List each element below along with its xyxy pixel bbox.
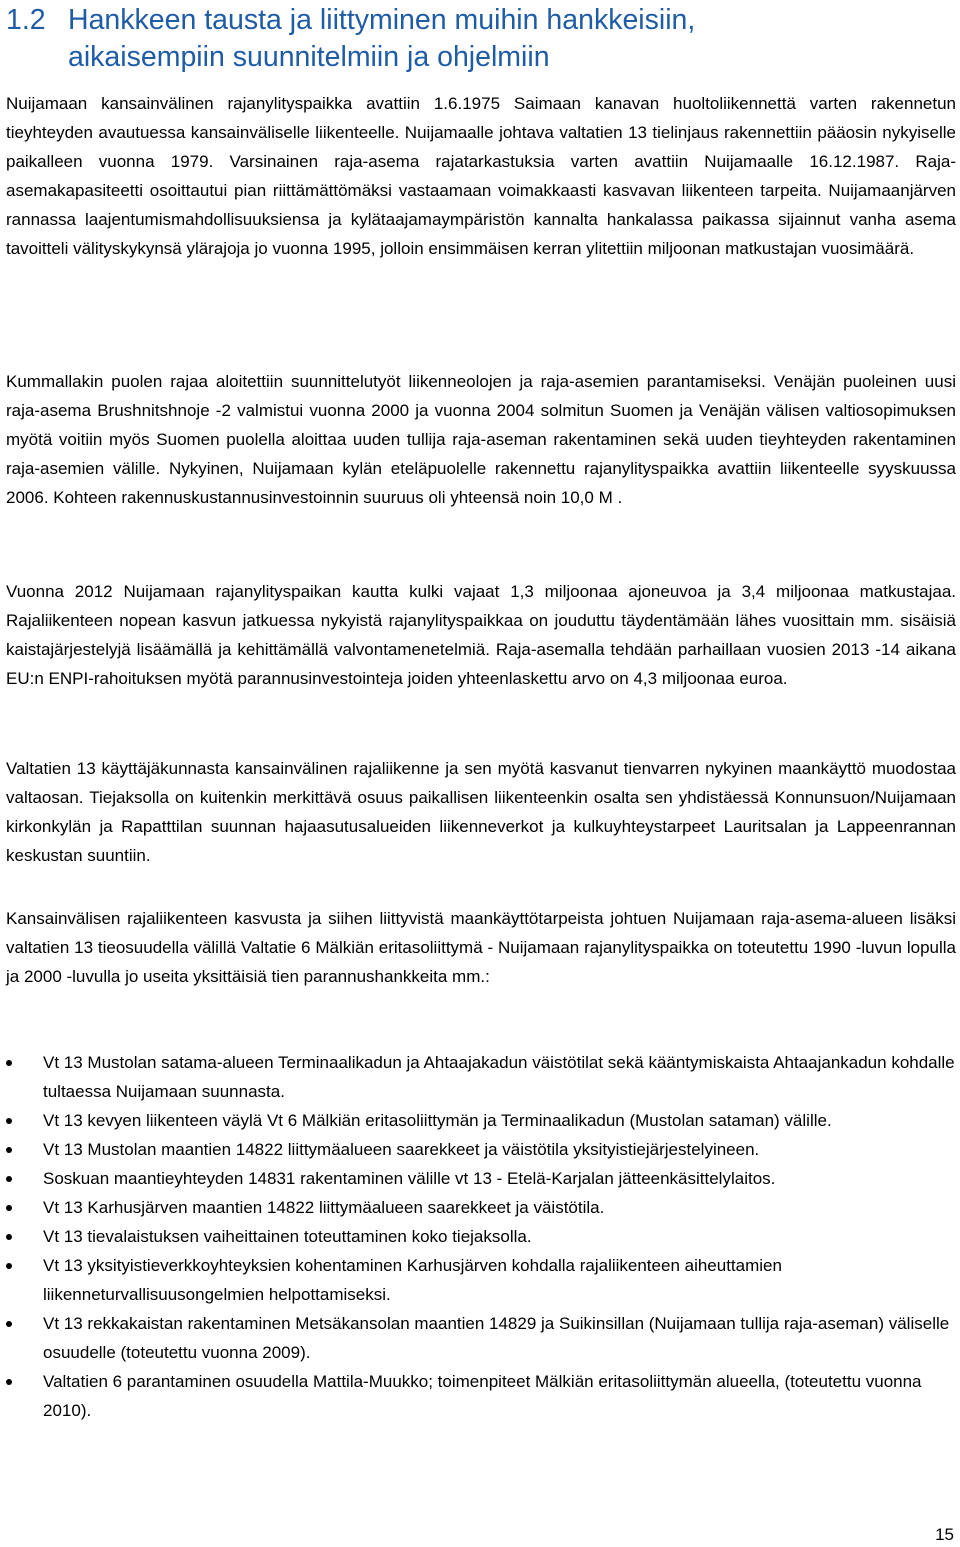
list-item [6, 1309, 956, 1367]
list-item-text: Vt 13 Mustolan satama-alueen Terminaalikadun ja Ahtaajakadun väistötilat sekä kääntymiskaista Ahtaajankadun kohdalle tultaessa Nuijamaan suunnasta. [43, 1053, 955, 1101]
list-item [6, 1222, 956, 1251]
list-item-text: Vt 13 Karhusjärven maantien 14822 liittymäalueen saarekkeet ja väistötila. [43, 1198, 605, 1217]
list-item-text: Vt 13 rekkakaistan rakentaminen Metsäkansolan maantien 14829 ja Suikinsillan (Nuijamaan tullija raja-aseman) väliselle osuudelle (toteutettu vuonna 2009). [43, 1314, 950, 1362]
paragraph-history: Nuijamaan kansainvälinen rajanylityspaikka avattiin 1.6.1975 Saimaan kanavan huoltoliikennettä varten rakennetun tieyhteyden avautuessa kansainväliselle liikenteelle. Nuijamaalle johtava valtatien 13 tielinjaus rakennettiin pääosin nykyiselle paikalleen vuonna 1979. Varsinainen raja-asema rajatarkastuksia varten avattiin Nuijamaalle 16.12.1987. Raja-asemakapasiteetti osoittautui pian riittämättömäksi vastaamaan voimakkaasti kasvavan liikenteen tarpeita. Nuijamaanjärven rannassa laajentumismahdollisuuksiensa ja kylätaajamaympäristön kannalta hankalassa paikassa sijainnut vanha asema tavoitteli välityskykynsä ylärajoja jo vuonna 1995, jolloin ensimmäisen kerran ylitettiin miljoonan matkustajan vuosimäärä. [6, 94, 956, 258]
paragraph-border-planning: Kummallakin puolen rajaa aloitettiin suunnittelutyöt liikenneolojen ja raja-asemien parantamiseksi. Venäjän puoleinen uusi raja-asema Brushnitshnoje -2 valmistui vuonna 2000 ja vuonna 2004 solmitun Suomen ja Venäjän välisen valtiosopimuksen myötä voitiin myös Suomen puolella aloittaa uuden tullija raja-aseman rakentaminen sekä uuden tieyhteyden rakentaminen raja-asemien välille. Nykyinen, Nuijamaan kylän eteläpuolelle rakennettu rajanylityspaikka avattiin liikenteelle syyskuussa 2006. Kohteen rakennuskustannusinvestoinnin suuruus oli yhteensä noin 10,0 M . [6, 372, 956, 507]
section-heading [6, 2, 946, 76]
heading-line-1 [6, 2, 946, 39]
improvement-projects-list [6, 1048, 956, 1425]
list-item-text: Vt 13 yksityistieverkkoyhteyksien kohentaminen Karhusjärven kohdalla rajaliikenteen aiheuttamien liikenneturvallisuusongelmien helpottamiseksi. [43, 1256, 782, 1304]
paragraph-road-users: Valtatien 13 käyttäjäkunnasta kansainvälinen rajaliikenne ja sen myötä kasvanut tienvarren nykyinen maankäyttö muodostaa valtaosan. Tiejaksolla on kuitenkin merkittävä osuus paikallisen liikenteenkin osalta sen yhdistäessä Konnunsuon/Nuijamaan kirkonkylän ja Rapatttilan suunnan hajaasutusalueiden liikenneverkot ja kulkuyhteystarpeet Lauritsalan ja Lappeenrannan keskustan suuntiin. [6, 759, 956, 865]
bullet-icon [6, 1379, 12, 1385]
paragraph-improvement-intro: Kansainvälisen rajaliikenteen kasvusta ja siihen liittyvistä maankäyttötarpeista johtuen Nuijamaan raja-asema-alueen lisäksi valtatien 13 tieosuudella välillä Valtatie 6 Mälkiän eritasoliittymä - Nuijamaan rajanylityspaikka on toteutettu 1990 -luvun lopulla ja 2000 -luvulla jo useita yksittäisiä tien parannushankkeita mm.: [6, 909, 956, 986]
list-item-text: Vt 13 Mustolan maantien 14822 liittymäalueen saarekkeet ja väistötila yksityistiejärjestelyineen. [43, 1140, 760, 1159]
list-item-text: Valtatien 6 parantaminen osuudella Mattila-Muukko; toimenpiteet Mälkiän eritasoliittymän alueella, (toteutettu vuonna 2010). [43, 1372, 922, 1420]
list-item [6, 1251, 956, 1309]
heading-title-line-2: aikaisempiin suunnitelmiin ja ohjelmiin [68, 41, 550, 73]
list-item-text: Soskuan maantieyhteyden 14831 rakentaminen välille vt 13 - Etelä-Karjalan jätteenkäsittelylaitos. [43, 1169, 776, 1188]
paragraph-traffic-volume: Vuonna 2012 Nuijamaan rajanylityspaikan kautta kulki vajaat 1,3 miljoonaa ajoneuvoa ja 3,4 miljoonaa matkustajaa. Rajaliikenteen nopean kasvun jatkuessa nykyistä rajanylityspaikkaa on jouduttu täydentämään lähes vuosittain mm. sisäisiä kaistajärjestelyjä lisäämällä ja kehittämällä valvontamenetelmiä. Raja-asemalla tehdään parhaillaan vuosien 2013 -14 aikana EU:n ENPI-rahoituksen myötä parannusinvestointeja joiden yhteenlaskettu arvo on 4,3 miljoonaa euroa. [6, 582, 956, 688]
bullet-icon [6, 1205, 12, 1211]
heading-title-line-1: Hankkeen tausta ja liittyminen muihin hankkeisiin, [68, 4, 696, 36]
bullet-icon [6, 1263, 12, 1269]
page-number: 15 [935, 1525, 954, 1544]
bullet-icon [6, 1234, 12, 1240]
bullet-icon [6, 1176, 12, 1182]
bullet-icon [6, 1147, 12, 1153]
list-item [6, 1106, 956, 1135]
list-item [6, 1048, 956, 1106]
list-item [6, 1135, 956, 1164]
list-item [6, 1367, 956, 1425]
list-item [6, 1193, 956, 1222]
section-number: 1.2 [6, 4, 46, 36]
list-item-text: Vt 13 kevyen liikenteen väylä Vt 6 Mälkiän eritasoliittymän ja Terminaalikadun (Mustolan sataman) välille. [43, 1111, 832, 1130]
bullet-icon [6, 1321, 12, 1327]
bullet-icon [6, 1118, 12, 1124]
bullet-icon [6, 1060, 12, 1066]
list-item [6, 1164, 956, 1193]
list-item-text: Vt 13 tievalaistuksen vaiheittainen toteuttaminen koko tiejaksolla. [43, 1227, 532, 1246]
